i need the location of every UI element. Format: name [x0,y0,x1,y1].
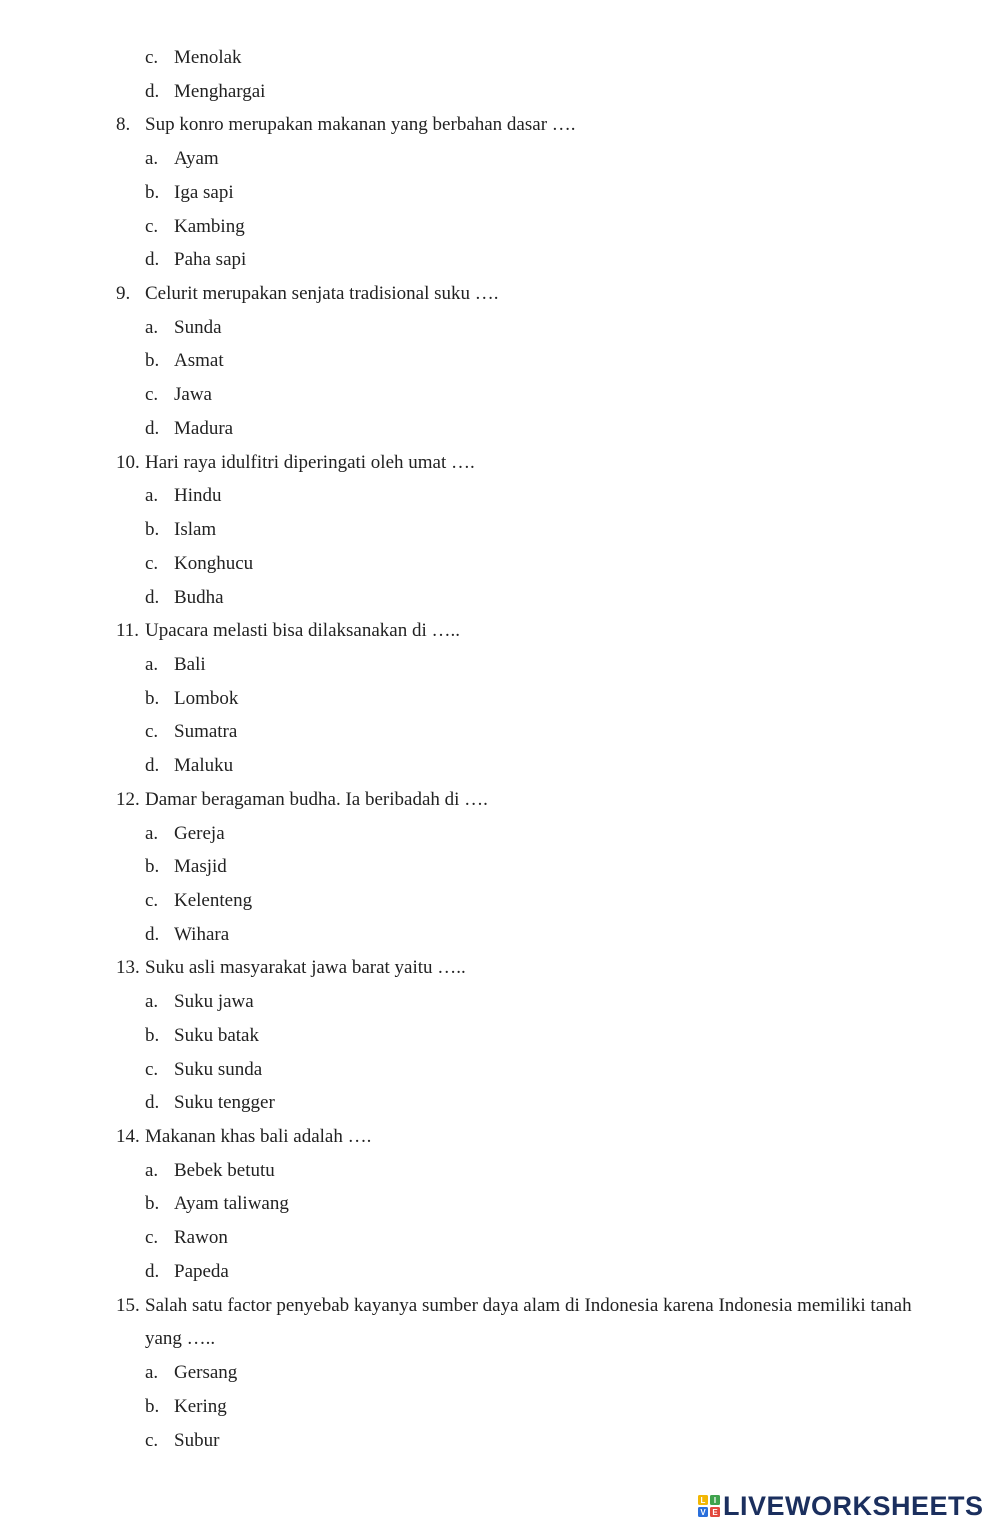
option-letter: d. [145,1260,160,1282]
option-letter: c. [145,890,159,911]
option-text: Islam [174,519,217,541]
question-text: Suku asli masyarakat jawa barat yaitu ….. [145,957,466,979]
option-letter: a. [145,148,159,170]
option-text: Subur [174,1429,220,1451]
option-letter: b. [145,1193,160,1215]
option-letter: c. [145,1227,159,1249]
logo-letter: E [712,1508,718,1517]
question-number: 10. [116,451,140,473]
question-number: 13. [116,957,140,979]
option-text: Hindu [174,485,222,507]
option-letter: c. [145,384,159,406]
option-text: Bali [174,653,206,675]
liveworksheets-brand[interactable] [698,1491,984,1521]
option-text: Masjid [174,856,227,878]
option-text: Madura [174,417,234,439]
option-text: Asmat [174,350,224,372]
option-letter: d. [145,1092,160,1114]
option-letter: c. [145,215,159,237]
option-text: Suku tengger [174,1092,275,1114]
option-letter: c. [145,721,159,743]
option-text: Lombok [174,687,239,709]
question-text: Celurit merupakan senjata tradisional suku …. [145,283,499,305]
option-letter: b. [145,181,160,203]
option-letter: c. [145,47,159,68]
option-letter: b. [145,519,160,541]
option-text: Papeda [174,1260,229,1282]
option-text: Suku batak [174,1024,259,1046]
option-text: Suku sunda [174,1058,263,1080]
question-text-continued: yang ….. [145,1328,216,1350]
option-letter: b. [145,1395,160,1417]
question-number: 11. [116,620,140,642]
option-letter: c. [145,552,159,574]
question-number: 14. [116,1126,140,1148]
question-text: Hari raya idulfitri diperingati oleh umat …. [145,451,475,473]
option-text: Ayam taliwang [174,1193,289,1215]
option-text: Iga sapi [174,181,234,203]
option-letter: d. [145,249,160,271]
option-text: Maluku [174,755,234,777]
option-text: Menghargai [174,80,266,102]
question-text: Makanan khas bali adalah …. [145,1126,372,1148]
option-text: Menolak [174,47,242,68]
option-text: Kambing [174,215,245,237]
option-letter: b. [145,687,160,709]
question-text: Upacara melasti bisa dilaksanakan di ….. [145,620,460,642]
option-letter: a. [145,991,159,1013]
option-text: Kelenteng [174,890,253,911]
option-letter: a. [145,316,159,338]
option-text: Gereja [174,822,225,844]
option-letter: b. [145,856,160,878]
question-number: 15. [116,1294,140,1316]
option-text: Konghucu [174,552,254,574]
option-letter: d. [145,923,160,945]
option-letter: d. [145,80,160,102]
option-text: Ayam [174,148,219,170]
option-letter: c. [145,1429,159,1451]
question-text: Salah satu factor penyebab kayanya sumber daya alam di Indonesia karena Indonesia memiliki tanah [145,1294,912,1316]
option-letter: a. [145,822,159,844]
option-text: Rawon [174,1227,228,1249]
option-text: Wihara [174,923,230,945]
option-letter: a. [145,1362,159,1384]
option-letter: d. [145,755,160,777]
option-letter: c. [145,1058,159,1080]
option-text: Suku jawa [174,991,254,1013]
option-letter: a. [145,1159,159,1181]
option-text: Bebek betutu [174,1159,275,1181]
option-text: Paha sapi [174,249,247,271]
option-letter: d. [145,586,160,608]
logo-letter: L [700,1496,706,1505]
option-text: Gersang [174,1362,238,1384]
brand-name: LIVEWORKSHEETS [723,1491,984,1521]
option-letter: d. [145,417,160,439]
question-number: 9. [116,283,131,305]
option-letter: a. [145,485,159,507]
option-letter: b. [145,1024,160,1046]
option-text: Sunda [174,316,222,338]
option-text: Jawa [174,384,212,406]
option-letter: b. [145,350,160,372]
question-text: Damar beragaman budha. Ia beribadah di …. [145,788,488,810]
question-text: Sup konro merupakan makanan yang berbahan dasar …. [145,114,576,136]
option-text: Sumatra [174,721,238,743]
option-letter: a. [145,653,159,675]
option-text: Kering [174,1395,227,1417]
logo-letter: I [713,1496,717,1505]
logo-letter: V [700,1508,706,1517]
liveworksheets-logo-icon [698,1495,720,1517]
question-number: 12. [116,788,140,810]
option-text: Budha [174,586,224,608]
question-number: 8. [116,114,131,136]
